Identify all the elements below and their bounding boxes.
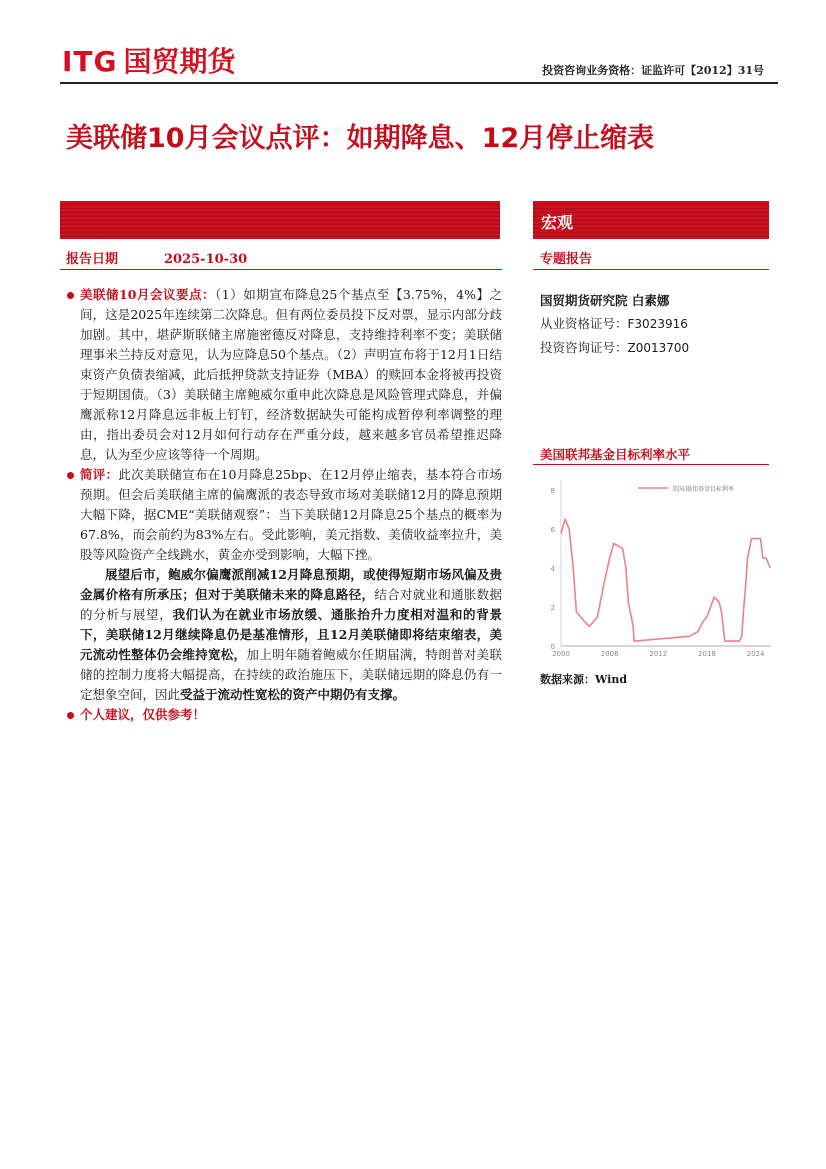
outlook-s3: 我们认为在就业市场放缓、通胀抬升力度相对温和的背景下，美联储12月继续降息仍是基准情形，且12月美联储即将结束缩表，美元流动性整体仍会维持宽松， xyxy=(80,607,502,662)
report-date xyxy=(66,248,247,267)
logo-cn: 国贸期货 xyxy=(123,45,236,78)
meeting-points-text: （1）如期宣布降息25个基点至【3.75%，4%】之间，这是2025年连续第二次降息。但有两位委员投下反对票，显示内部分歧加剧。其中，堪萨斯联储主席施密德反对降息，支持维持利率不变；美联储理事米兰持反对意见，认为应降息50个基点。（2）声明宣布将于12月1日结束资产负债表缩减，此后抵押贷款支持证券（MBA）的赎回本金将被再投资于短期国债。（3）美联储主席鲍威尔重申此次降息是风险管理式降息，并偏鹰派称12月降息远非板上钉钉，经济数据缺失可能构成暂停利率调整的理由，指出委员会对12月如何行动存在严重分歧，越来越多官员希望推迟降息，认为至少应该等待一个周期。 xyxy=(80,287,502,462)
left-banner xyxy=(60,201,500,239)
x-tick-label: 2024 xyxy=(746,650,765,658)
y-tick-label: 0 xyxy=(550,643,555,651)
x-tick-label: 2018 xyxy=(698,650,716,658)
meeting-points-lead: 美联储10月会议要点： xyxy=(80,287,216,302)
x-tick-label: 2000 xyxy=(552,650,570,658)
company-logo xyxy=(62,46,236,78)
data-source: 数据来源：Wind xyxy=(540,673,628,686)
outlook-s5: 受益于流动性宽松的资产中期仍有支撑。 xyxy=(180,687,406,702)
y-tick-label: 4 xyxy=(550,564,555,573)
paragraph-meeting-points xyxy=(66,285,502,465)
report-body xyxy=(66,285,502,725)
disclaimer-text: 个人建议，仅供参考！ xyxy=(80,707,206,722)
report-date-value: 2025-10-30 xyxy=(164,252,248,267)
cert2-row xyxy=(540,336,770,360)
paragraph-outlook xyxy=(66,565,502,705)
date-divider xyxy=(60,269,502,270)
cert1-row xyxy=(540,312,770,336)
comment-lead: 简评： xyxy=(80,467,119,482)
cert1-value: F3023916 xyxy=(627,317,688,331)
outlook-s4: 加上明年随着鲍威尔任期届满，特朗普对美联储的控制力度将大幅提高，在持续的政治施压下，美联储远期的降息仍有一定想象空间，因此 xyxy=(80,647,502,702)
license-text: 投资咨询业务资格：证监许可【2012】31号 xyxy=(542,64,764,77)
chart-title-divider xyxy=(533,464,769,465)
y-tick-label: 2 xyxy=(550,603,555,612)
report-date-label: 报告日期 xyxy=(66,252,119,267)
y-tick-label: 6 xyxy=(550,525,555,534)
x-tick-label: 2006 xyxy=(600,650,619,658)
outlook-s2: 结合对就业和通胀数据的分析与展望， xyxy=(80,587,502,622)
header-divider xyxy=(60,82,778,84)
report-type-divider xyxy=(533,269,769,270)
category-label: 宏观 xyxy=(541,213,574,232)
paragraph-disclaimer xyxy=(66,705,502,725)
chart-title: 美国联邦基金目标利率水平 xyxy=(540,447,691,462)
x-tick-label: 2012 xyxy=(649,650,668,658)
y-tick-label: 8 xyxy=(550,486,555,495)
analyst-info xyxy=(540,289,770,360)
paragraph-comment xyxy=(66,465,502,565)
analyst-line: 国贸期货研究院 白素娜 xyxy=(540,293,670,308)
outlook-s1: 展望后市，鲍威尔偏鹰派削减12月降息预期，或使得短期市场风偏及贵金属价格有所承压；但对于美联储未来的降息路径， xyxy=(80,567,502,602)
right-banner xyxy=(533,201,769,239)
report-type: 专题报告 xyxy=(540,252,593,267)
legend-label: 美国:联邦基金目标利率 xyxy=(672,486,735,493)
cert2-label: 投资咨询证号： xyxy=(540,340,628,355)
cert1-label: 从业资格证号： xyxy=(540,316,628,331)
report-title: 美联储10月会议点评：如期降息、12月停止缩表 xyxy=(66,123,655,154)
comment-text: 此次美联储宣布在10月降息25bp、在12月停止缩表，基本符合市场预期。但会后美联储主席的偏鹰派的表态导致市场对美联储12月的降息预期大幅下降，据CME“美联储观察”：当下美联储12月降息25个基点的概率为67.8%，而会前约为83%左右。受此影响，美元指数、美债收益率拉升，美股等风险资产全线跳水，黄金亦受到影响，大幅下挫。 xyxy=(80,467,502,562)
series-line xyxy=(561,519,770,641)
logo-latin: ITG xyxy=(62,45,118,78)
cert2-value: Z0013700 xyxy=(627,341,690,355)
fed-rate-chart xyxy=(533,468,773,664)
